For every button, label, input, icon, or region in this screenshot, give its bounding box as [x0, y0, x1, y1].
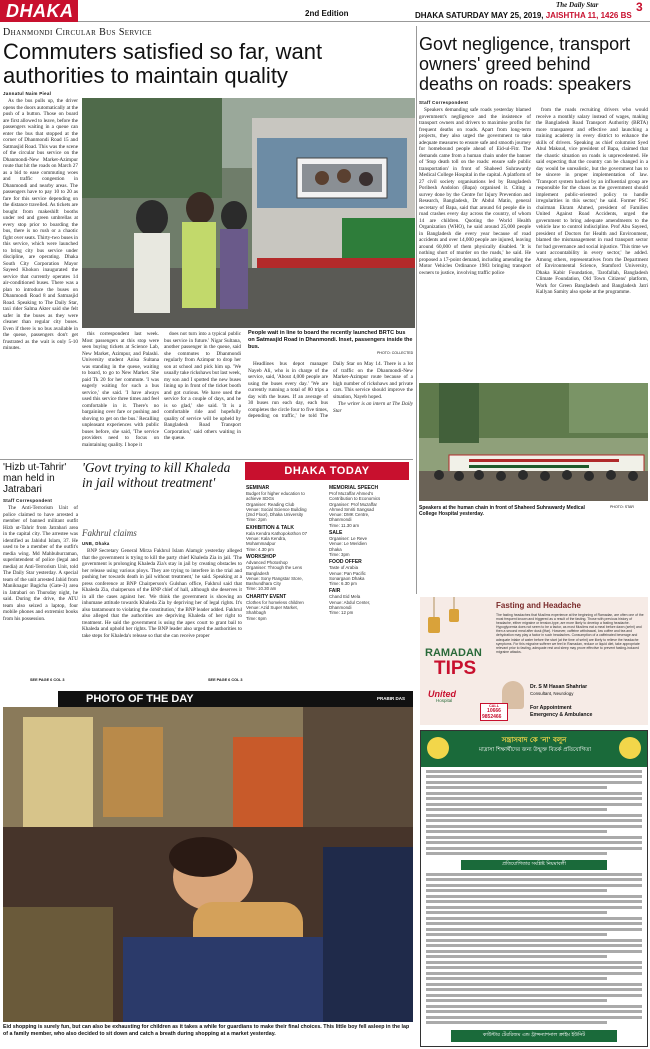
event-heading: CHARITY EVENT [246, 593, 287, 600]
event-detail: Venue: Pan Pacific [329, 570, 366, 576]
bangla-date: JAISHTHA 11, 1426 BS [545, 11, 632, 20]
ramadan-label: RAMADAN [425, 647, 482, 659]
section-title: DHAKA [6, 1, 74, 21]
event-detail: Time: 12 pm [329, 610, 354, 616]
fine-print-line [426, 830, 607, 833]
debate-competition-ad [420, 730, 648, 1047]
tips-label: TIPS [434, 658, 477, 679]
event-detail: Ahmed Smriti Sangsad [329, 506, 374, 512]
fine-print-line [426, 939, 642, 942]
event-heading: MEMORIAL SPEECH [329, 485, 379, 491]
right-col-1-text: Speakers demanding safe roads yesterday blamed government's negligence and the insistence of transport owners and drivers to maximise profits for frequent deaths on roads. Apart from long-term projects, they also urged the government to take adequate measures to ensure safe and smooth journey for homebound people ahead of Eid-ul-Fitr. The demands came from a human chain under the banner of 'Stop death toll on the roads: ensure safe public transportation' in front of Shaheed Suhrawardy Medical College Hospital in the capital. A platform of 27 civil society organisations led by Bangladesh Poribesh Andolon (Bapa) organised it. Citing a survey done by the Centre for Injury Prevention and Research, Bangladesh, Dr Abdul Matin, general secretary of Bapa, said that around 64 people die in road crashes every day across the country, of whom 14 are children. Quoting the World Health Organization (WHO), he said around 25,000 people in Bangladesh die every year because of road accidents and over 14,000 people are injured, leaving around 60,000 of them physically disabled. 'It is nothing short of murder on the roads,' he said. He proposed a 17-point demand, including amending the Motor Vehicles Ordinance 1983 bringing transport owners to justice, involving traffic police [419, 107, 531, 276]
event-heading: SALE [329, 530, 343, 537]
fine-print-line [426, 988, 642, 991]
fine-print-line [426, 1021, 607, 1024]
fine-print-line [426, 841, 642, 844]
column-divider [416, 26, 417, 594]
fine-print-line [426, 917, 642, 920]
event-detail: Venue: Le Meridien [329, 541, 367, 547]
fine-print-line [426, 950, 642, 953]
lead-col-1 [3, 98, 78, 398]
potd-banner [58, 691, 413, 707]
khaleda-body [82, 548, 242, 676]
event-detail: Time: 6.30 pm [329, 581, 357, 587]
potd-photo [3, 707, 413, 1022]
fine-print-line [426, 1010, 642, 1013]
ad-footer: কাউন্টার টেররিজম এন্ড ট্রান্সন্যাশনাল ক্রাইম ইউনিট [451, 1030, 617, 1042]
fine-print-line [426, 955, 607, 958]
event-detail: Venue: DMK Centre, [329, 512, 370, 518]
emergency-label: Emergency & Ambulance [530, 712, 593, 718]
fine-print-line [426, 847, 642, 850]
event-detail: Venue: Azid Super Market, [246, 605, 298, 611]
event-detail: Time: 11.30 am [329, 522, 360, 528]
event-detail: Organiser: Through the Lens [246, 565, 303, 571]
fine-print-line [426, 972, 642, 975]
fine-print-line [426, 983, 642, 986]
event-detail: Time: 10.30 am [246, 586, 277, 592]
event-heading: SEMINAR [246, 485, 270, 491]
fine-print-line [426, 900, 642, 903]
fine-print-line [426, 770, 642, 773]
section-logo [0, 0, 78, 22]
masthead [0, 0, 650, 22]
hizb-headline: 'Hizb ut-Tahrir' man held in Jatrabari [3, 462, 67, 495]
call-label: CALL [488, 704, 500, 708]
hospital-name: United [428, 689, 456, 699]
event-detail: Chand Eid Mela [329, 594, 361, 600]
event-detail: Kala Kendra Kathopokothon 07 [246, 530, 308, 536]
fine-print-line [426, 922, 642, 925]
event-detail: Dhanmondi [329, 517, 352, 523]
event-detail: Mohammadpur [246, 541, 276, 547]
fine-print-line [426, 814, 642, 817]
lead-writer-note: The writer is an intern at The Daily Star [333, 401, 413, 414]
event-detail: Budget for higher education to [246, 491, 305, 496]
event-detail: Time: 2pm [246, 517, 267, 523]
lead-byline: Jannatul Naim Pieal [3, 91, 52, 96]
events-col-1 [246, 483, 326, 688]
events-col-2 [329, 483, 413, 688]
event-detail: (2nd Floor), Dhaka University [246, 512, 304, 518]
ad-body-rules [421, 873, 647, 1025]
fine-print-line [426, 966, 642, 969]
phone-long: 9852466 [482, 714, 502, 720]
event-detail: Organiser: Prof Muzaffar [329, 501, 377, 507]
hospital-sub: Hospital [436, 698, 453, 703]
event-detail: Dhaka [329, 546, 342, 552]
potd-caption: Eid shopping is surely fun, but can also be exhausting for children as it takes a while for guardians to make their final choices. This little boy fell asleep in the lap of a family member, who also decided to sit down and catch a breath during shopping at a market yesterday. [3, 1024, 410, 1037]
fine-print-line [426, 797, 642, 800]
event-detail: Contribution to Economics [329, 496, 381, 502]
event-detail: Time: 4.30 pm [246, 546, 274, 552]
event-heading: EXHIBITION & TALK [246, 524, 294, 531]
fine-print-line [426, 994, 642, 997]
lead-col-2-text: this correspondent last week. Most passengers at this stop were seen buying tickets at Science Lab, New Market, Azimpur, and Palashi. University student Anisa Sultana was standing in the queue, waiting to board, to go to New Market. She paid Tk 20 for her commute. 'I was eagerly waiting for such a bus service,' she said. 'I have always used this service three times and feel comfortable in it. There's no bargaining over fare or pushing and shoving to get on the bus.' Recalling unpleasant experiences with public buses before, she said, 'The service providers need to focus on maintaining quality. I hope it [82, 331, 159, 448]
event-detail: Organiser: Reading Club [246, 501, 295, 507]
event-detail: Bashundhara City [246, 581, 281, 587]
fine-print-line [426, 933, 607, 936]
ad-top-slogan: সন্ত্রাসবাদ কে 'না' বলুন [501, 736, 567, 744]
event-detail: Shahbagh [246, 610, 267, 616]
event-detail: Venue: Sony Rangstar Store, [246, 575, 303, 581]
right-col-2 [536, 107, 648, 379]
right-caption: Speakers at the human chain in front of Shaheed Suhrawardy Medical College Hospital yesterday. [419, 505, 585, 517]
lead-col-3-text: does not turn into a typical public bus service in future.' Nigar Sultana, another passenger in the queue, said she commutes to Dhanmondi regularly from Azimpur to drop her son at school and pick him up. 'We usually take rickshaws but last week, my son and I spotted the new buses lining up in front of the ticket booth and got curious. We have used the service for a couple of days, and he is so glad,' she said. 'It is a comfortable ride and hopefully quality of service will be upheld by Bangladesh Road Transport Corporation,' said others waiting in the queue. [164, 331, 241, 441]
khaleda-body-text: BNP Secretary General Mirza Fakhrul Islam Alamgir yesterday alleged that the government is trying to kill the party chief Khaleda Zia in jail. 'The government is prolonging Khaleda Zia's stay in jail by creating obstacles to her release using various ploys. They are trying to interfere in the trial and pushing her towards death in jail without treatment,' he said. Speaking at a press conference at BNP Chairperson's Gulshan office, Fakhrul said that Khaleda Zia, chairperson of the BNP chief of hall, although she deserves it in all the cases against her. 'We think the government is showing an inhumane attitude towards Khaleda Zia by depriving her of legal rights. It's also tantamount to violating the constitution,' the BNP leader added. Fakhrul also alleged that the authorities are depriving Khaleda of her right to treatment. He said the government is using the apex court to grant bail to Khaleda and uphold her rights. The BNP leader also urged the authorities to take steps for Khaleda's release so that she can receive proper [82, 548, 242, 639]
khaleda-more-link[interactable]: SEE PAGE 6 COL 3 [208, 678, 243, 682]
fine-print-line [426, 873, 642, 876]
right-col-2-text: from the roads recruiting drivers who would receive a monthly salary instead of wages, making the Bangladesh Road Transport Authority (BRTA) more transparent and effective and launching a training academy in every district to enhance the skills of drivers. Speaking as chief columnist Syed Abul Maksud, vice president of Bapa, claimed that the chaotic situation on roads is unprecedented. He said expecting that the country can be changed in a day would be unrealistic, but the government has to be sincere in proper implementation of law. 'Transport system backed by an influential group are responsible for the chaos as the government should implement public-oriented policy to handle irregularities in this sector,' he said. Former PSC chairman Ekram Ahmed, president of Families United Against Road Accidents, urged the government to bring adequate amendments to the vehicle law to control indiscipline. Prof Abu Sayeed, president of Doctors for Health and Environment, blamed the mismanagement in road transport sector for bad governance and social injustice. 'This time we want accountability in every sector,' he added. Among others, representatives from the Department of Environmental Science, Stamford University, Dhaka Kabir Foundation, Tarofallah, Bangladesh Climate Foundation, Old Town Citizens' platform, Work for Green Bangladesh and Bangladesh Jatri Kallyan Samity also spoke at the programme. [536, 107, 648, 295]
fine-print-line [426, 928, 642, 931]
khaleda-byline: Fakhrul claims [82, 528, 137, 538]
ad-body: The fasting headaches that Muslims experience at the beginning of Ramadan, are often one of the most frequent known and triggered as a result of the fasting. Those with previous history of headache, either migraine or tension-type, are more likely to develop a fasting headache. Hypoglycemia does not seem to be a factor, as most Muslims eat a meal before dawn (sehri) and then a second meal after dusk (iftar). However, caffeine withdrawal, low coffee and tea and dehydration may play a factor in such headaches. Consumption of a caffeinated beverage and adequate intake of water before the start (at the time of sehri) are likely to relieve the headache symptoms. For this migraine sufferer we feel in Ramadan, reduce or liquid diet, take appropriate relevant prior to fasting, adequate rest and sleep may prove effective to prevent fasting-induced migraine attacks. [496, 613, 644, 654]
fine-print-line [426, 878, 642, 881]
lead-caption-credit: PHOTO: COLLECTED [377, 351, 414, 355]
fine-print-line [426, 1016, 642, 1019]
fine-print-line [426, 906, 642, 909]
doctor-name: Dr. S M Hasan Shahriar [530, 684, 588, 690]
fine-print-line [426, 792, 642, 795]
event-heading: WORKSHOP [246, 553, 276, 560]
event-detail: Venue: Abdul Center, [329, 599, 371, 605]
lead-col-4-text: Headlines bus depot manager Nayeb Ali, who is in charge of the service, said, 'About 4,000 people are using the buses every day.' 'We are currently running a total of 80 trips a day with the buses. If an average of 30 buses run each day, each bus completes the circle four to five times, depending on traffic,' he told The Daily Star on May 14. There is a lot of traffic on the Dhanmondi-New Market-Azimpur route because of a high number of rickshaws and private cars. This service should improve the situation, Nayeb hoped. [248, 361, 413, 419]
lead-col-1-text: As the bus pulls up, the driver opens the doors automatically at the push of a button. Those on board are first allowed to leave, before the passengers waiting in a queue can enter the bus that stopped at the corner of Dhanmondi Road 15 and Satmasjid Road. This was the scene of the circular bus service on the Dhanmondi-New Market-Azimpur route that hit the roads on March 27 as a bid to ease commuting woes and traffic congestion in Dhanmondi and nearby areas. The passengers have to pay 10 to 20 as fare for this service depending on the distance travelled. As tickets are bought from makeshift booths under red and green umbrellas at every stop prior to boarding the bus, there is no rush or a chaotic fight over seats. Thirty-two buses in this service, which were launched to bring city bus service under discipline, are operating. Dhaka South City Corporation Mayor Sayeed Khokon inaugurated the service that currently operates 14 air-conditioned buses. There was a plan to introduce the buses on Dhanmondi Road 8 and Satmasjid Road. Speaking to The Daily Star, taxi rider Salma Akter said she felt safer in the buses as they were cleaner than regular city buses. Even if there is no bus available in the queue, passengers don't get frustrated as the wait is only 5-10 minutes. [3, 98, 78, 351]
right-byline: Staff Correspondent [419, 100, 469, 105]
fine-print-line [426, 808, 607, 811]
fine-print-line [426, 803, 642, 806]
phone-short: 10666 [487, 708, 501, 714]
ad-section-heading: প্রতিযোগিতার সংশ্লিষ্ট নিয়মাবলী [461, 860, 607, 870]
fine-print-line [426, 999, 607, 1002]
ad-title: Fasting and Headache [496, 601, 581, 610]
event-detail: Taste of Arabia [329, 565, 359, 571]
event-detail: Time: 3pm [329, 551, 350, 557]
potd-credit: PRABIR DAS [376, 696, 405, 701]
event-detail: Advanced Photoshop [246, 559, 288, 565]
fine-print-line [426, 775, 642, 778]
hizb-more-link[interactable]: SEE PAGE 6 COL 3 [30, 678, 65, 682]
event-detail: Time: 6pm [246, 615, 267, 621]
event-detail: Organiser: Le Reve [329, 536, 368, 542]
dhaka-today-banner [245, 462, 409, 480]
ad-headline: মাদ্রাসা শিক্ষার্থীদের জন্য উন্মুক্ত বিতর্ক প্রতিযোগিতা [479, 747, 591, 753]
ad-body-top [421, 770, 647, 856]
lead-kicker: Dhanmondi Circular Bus Service [3, 27, 152, 38]
hizb-body [3, 505, 78, 675]
event-detail: Prof Muzaffar Ahmed's [329, 491, 374, 496]
fine-print-line [426, 786, 607, 789]
ad-header [421, 731, 647, 767]
fine-print-line [426, 961, 642, 964]
lead-col-3 [164, 331, 241, 459]
lead-photo [82, 98, 415, 328]
fine-print-line [426, 895, 642, 898]
event-detail: Bangladesh [246, 570, 270, 576]
date-text: DHAKA SATURDAY MAY 25, 2019, [415, 11, 544, 20]
page-number: 3 [636, 0, 643, 14]
event-detail: Clothes for homeless children [246, 599, 304, 605]
hizb-byline: Staff Correspondent [3, 498, 53, 503]
paper-name: The Daily Star [556, 1, 599, 9]
event-heading: FAIR [329, 588, 341, 595]
fine-print-line [426, 1005, 642, 1008]
fine-print-line [426, 911, 607, 914]
doctor-title: Consultant, Neurology [530, 691, 574, 696]
khaleda-headline: 'Govt trying to kill Khaleda in jail without treatment' [82, 460, 231, 490]
event-detail: Venue: Kala Kendra, [246, 536, 287, 542]
potd-title: PHOTO OF THE DAY [86, 693, 194, 705]
fine-print-line [426, 884, 642, 887]
lead-col-4 [248, 361, 413, 451]
event-detail: achieve SDGs [246, 496, 275, 502]
dhaka-today-title: DHAKA TODAY [284, 465, 370, 477]
fine-print-line [426, 944, 642, 947]
event-detail: Sonargaon Dhaka [329, 575, 365, 581]
fine-print-line [426, 825, 642, 828]
fine-print-line [426, 889, 607, 892]
event-detail: Venue: Social Science Building [246, 506, 307, 512]
fine-print-line [426, 819, 642, 822]
right-caption-credit: PHOTO: STAR [610, 505, 635, 509]
event-detail: Dhanmondi [329, 605, 352, 611]
appointment-label: For Appointment [530, 705, 572, 711]
hizb-body-text: The Anti-Terrorism Unit of police claimed to have arrested a member of banned militant outfit Hizb ut-Tahrir from Jatrabari area in the capital city. The arrestee was identified as Jahidul Islam, 37. He used to be a member of the outfit's media wing. Md Mahbuburraman, superintendent of police (legal and media) at Anti-Terrorism Unit, told The Daily Star yesterday. A special team of the unit arrested Jahid from Maniknagar Bagicha (Gate-3) area in Jatrabari on Thursday night, he said. During the drive, the ATU team also seized a laptop, four mobile phones and extremist books from his possession. [3, 505, 78, 622]
human-chain-photo [419, 383, 648, 501]
ramadan-tips-ad [420, 597, 648, 725]
right-col-1 [419, 107, 531, 379]
lead-col-2 [82, 331, 159, 459]
fine-print-line [426, 977, 607, 980]
lead-headline: Commuters satisfied so far, want authorities to maintain quality [3, 39, 323, 88]
event-heading: FOOD OFFER [329, 559, 362, 566]
dateline [415, 11, 632, 20]
fine-print-line [426, 836, 642, 839]
edition-label: 2nd Edition [305, 9, 349, 18]
khaleda-dateline: UNB, Dhaka [82, 541, 110, 546]
right-headline: Govt negligence, transport owners' greed behind deaths on roads: speakers [419, 34, 632, 94]
lead-caption: People wait in line to board the recently launched BRTC bus on Satmasjid Road in Dhanmondi. Inset, passengers inside the bus. [248, 330, 413, 350]
fine-print-line [426, 852, 607, 855]
fine-print-line [426, 781, 642, 784]
